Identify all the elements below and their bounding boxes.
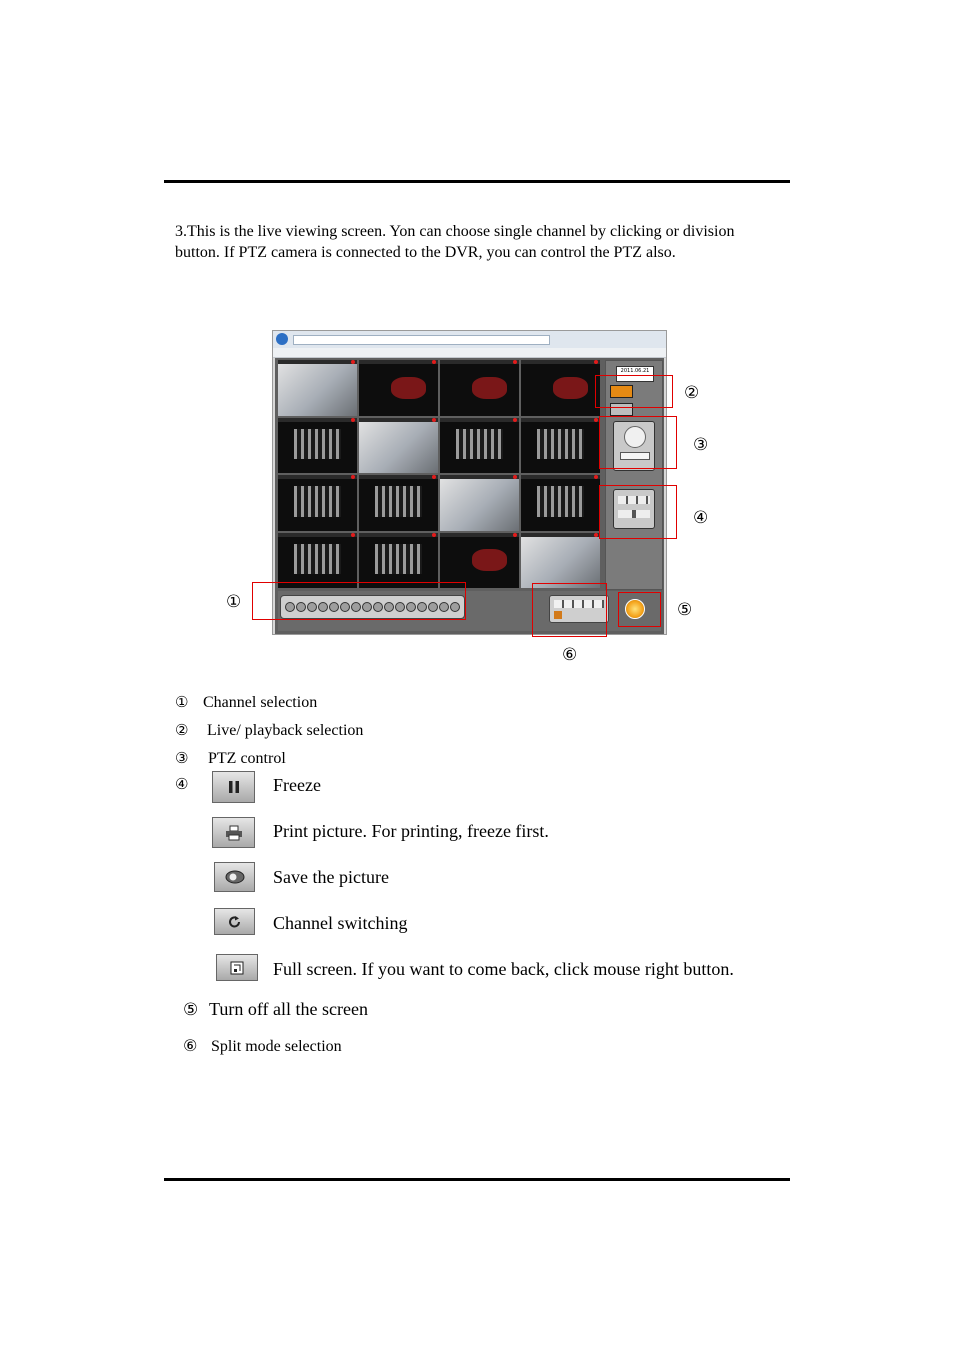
legend-item-2: ② Live/ playback selection [175,721,364,739]
camera-tile [440,360,519,416]
highlight-power [618,592,661,627]
callout-4: ④ [693,508,709,528]
camera-tile [521,533,600,589]
callout-3: ③ [693,435,709,455]
top-rule [164,180,790,183]
channel-switching-label: Channel switching [273,913,408,933]
back-arrow-icon [276,333,288,345]
camera-tile [440,475,519,531]
intro-paragraph: 3.This is the live viewing screen. Yon can choose single channel by clicking or division button. If PTZ camera is connected to the DVR, you can control the PTZ also. [175,223,735,261]
highlight-split-mode [532,583,607,637]
legend-item-3: ③ PTZ control [175,749,286,767]
camera-tile [359,418,438,474]
camera-tile [278,533,357,589]
camera-tile [278,360,357,416]
address-bar [293,335,550,345]
highlight-channel-selection [252,582,466,620]
printer-icon [212,817,255,848]
camera-tile [359,533,438,589]
highlight-ptz [599,416,677,469]
camera-tile [278,475,357,531]
legend-item-4: ④ [175,775,189,793]
date-clock: 2011.06.21 [616,366,654,382]
freeze-label: Freeze [273,775,321,795]
bottom-rule [164,1178,790,1181]
camera-tile [278,418,357,474]
fullscreen-icon [216,954,258,981]
camera-tile [359,475,438,531]
browser-menu-bar [273,348,666,358]
callout-2: ② [684,383,700,403]
callout-5: ⑤ [677,600,693,620]
save-picture-label: Save the picture [273,867,389,887]
camera-tile [521,418,600,474]
print-label: Print picture. For printing, freeze first. [273,821,549,841]
browser-toolbar [273,331,666,349]
camera-tile [359,360,438,416]
legend-item-5: ⑤ Turn off all the screen [183,999,368,1020]
rotate-icon [214,908,255,935]
legend-item-6: ⑥ Split mode selection [183,1036,342,1055]
camera-tile [440,418,519,474]
camera-tile [440,533,519,589]
callout-6: ⑥ [562,645,578,665]
highlight-functions [599,485,677,539]
callout-1: ① [226,592,242,612]
camera-tile [521,360,600,416]
camera-icon [214,862,255,892]
highlight-live-playback [595,375,673,408]
camera-grid [278,360,600,588]
camera-tile [521,475,600,531]
full-screen-label: Full screen. If you want to come back, click mouse right button. [273,959,734,979]
legend-item-1: ① Channel selection [175,693,318,711]
pause-icon [212,771,255,803]
